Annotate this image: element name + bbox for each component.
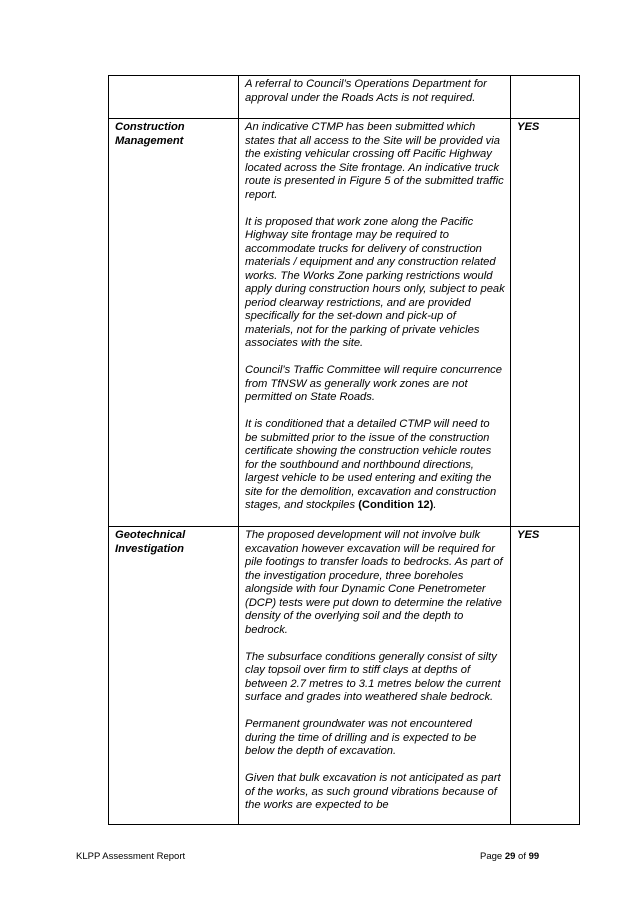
footer-report-name: KLPP Assessment Report <box>76 851 186 862</box>
comment-paragraph: Given that bulk excavation is not anticipated as part of the works, as such ground vibrations because of the works are expected to be <box>245 772 501 811</box>
topic-label: Geotechnical Investigation <box>115 529 186 555</box>
comment-paragraph: The proposed development will not involve bulk excavation however excavation will be required for pile footings to transfer loads to bedrocks. As part of the investigation procedure, three boreholes alongside with four Dynamic Cone Penetrometer (DCP) tests were put down to determine the relative density of the overlying soil and the depth to bedrock. <box>245 529 503 636</box>
table-row <box>109 119 580 527</box>
comment-paragraph: It is proposed that work zone along the Pacific Highway site frontage may be required to accommodate trucks for delivery of construction materials / equipment and any construction related works. The Works Zone parking restrictions would apply during construction hours only, subject to peak period clearway restrictions, and are provided specifically for the set-down and pick-up of materials, not for the parking of private vehicles associates with the site. <box>245 215 505 349</box>
page-word: Page <box>480 851 503 862</box>
compliance-status: YES <box>517 529 540 541</box>
condition-text: It is conditioned that a detailed CTMP will need to be submitted prior to the issue of the construction certificate showing the construction vehicle routes for the southbound and northbound directions, largest vehicle to be used entering and exiting the site for the demolition, excavation and construction stages, and stockpiles <box>245 418 497 511</box>
compliance-cell <box>511 119 580 527</box>
condition-reference: (Condition 12) <box>358 499 434 511</box>
compliance-status: YES <box>517 121 540 133</box>
of-word: of <box>518 851 526 862</box>
current-page: 29 <box>504 851 516 862</box>
topic-cell <box>109 527 239 825</box>
table-row <box>109 527 580 825</box>
comment-cell <box>239 76 511 119</box>
footer-page-number <box>480 851 539 862</box>
comment-paragraph: Permanent groundwater was not encountered during the time of drilling and is expected to be below the depth of excavation. <box>245 718 477 757</box>
condition-period: . <box>433 499 437 511</box>
comment-paragraph <box>245 418 505 513</box>
comment-paragraph: An indicative CTMP has been submitted which states that all access to the Site will be provided via the existing vehicular crossing off Pacific Highway located across the Site frontage. An indicative truck route is presented in Figure 5 of the submitted traffic report. <box>245 121 504 201</box>
assessment-table <box>108 75 580 825</box>
comment-cell <box>239 119 511 527</box>
comment-paragraph: A referral to Council’s Operations Department for approval under the Roads Acts is not required. <box>245 78 487 104</box>
compliance-cell <box>511 76 580 119</box>
comment-paragraph: The subsurface conditions generally consist of silty clay topsoil over firm to stiff clays at depths of between 2.7 metres to 3.1 metres below the current surface and grades into weathered shale bedrock. <box>245 650 501 703</box>
topic-cell <box>109 119 239 527</box>
comment-paragraph: Council’s Traffic Committee will require concurrence from TfNSW as generally work zones are not permitted on State Roads. <box>245 364 502 403</box>
total-pages: 99 <box>528 851 540 862</box>
topic-cell <box>109 76 239 119</box>
comment-cell <box>239 527 511 825</box>
compliance-cell <box>511 527 580 825</box>
topic-label: Construction Management <box>115 121 185 147</box>
table-row <box>109 76 580 119</box>
